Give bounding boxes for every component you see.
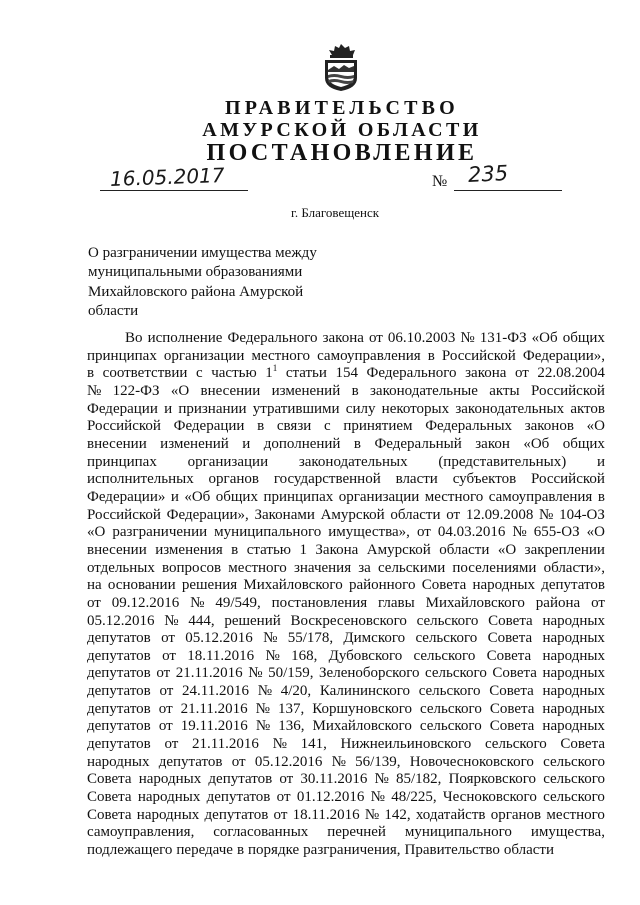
body-line: депутатов от 21.11.2016 № 50/159, Зеленоборского сельского Совета народных (87, 665, 605, 682)
body-line: внесении изменений и дополнений в Федеральный закон «Об общих (87, 435, 605, 452)
body-line: Федерации и признании утратившими силу некоторых законодательных актов (87, 400, 605, 417)
body-line: в соответствии с частью $1^1$ статьи 154 Федерального закона от 22.08.2004 (87, 363, 605, 382)
body-line: самоуправления, согласованных перечней муниципального имущества, (87, 824, 605, 841)
body-line: депутатов от 21.11.2016 № 141, Нижнеильиновского сельского Совета (87, 736, 605, 753)
body-line: депутатов от 21.11.2016 № 137, Коршуновского сельского Совета народных (87, 700, 605, 717)
region-title: АМУРСКОЙ ОБЛАСТИ (202, 119, 482, 141)
city-name: г. Благовещенск (290, 205, 380, 220)
body-line: депутатов от 19.11.2016 № 136, Михайловского сельского Совета народных (87, 718, 605, 735)
body-line: 05.12.2016 № 444, решений Воскресеновского сельского Совета народных (87, 612, 605, 629)
body-line: исполнительных органов государственной власти субъектов Российской (87, 471, 605, 488)
body-line: депутатов от 24.11.2016 № 4/20, Калининского сельского Совета народных (87, 683, 605, 700)
body-line: Российской Федерации в связи с принятием Федеральных законов «О (87, 418, 605, 435)
body-line: на основании решения Михайловского районного Совета народных депутатов (87, 577, 605, 594)
document-type-title: ПОСТАНОВЛЕНИЕ (206, 140, 478, 166)
body-line: Российской Федерации», Законами Амурской области от 12.09.2008 № 104-ОЗ (87, 506, 605, 523)
body-line: отдельных вопросов местного значения за сельскими поселениями области», (87, 559, 605, 576)
subject-line: муниципальными образованиями (88, 264, 303, 281)
body-line: Совета народных депутатов от 18.11.2016 № 142, ходатайств органов местного (87, 806, 605, 823)
handwritten-number: 235 (467, 160, 509, 188)
body-line: подлежащего передаче в порядке разграничения, Правительство области (87, 842, 555, 859)
body-line: депутатов от 18.11.2016 № 168, Дубовского сельского Совета народных (87, 647, 605, 664)
body-line: народных депутатов от 05.12.2016 № 56/139, Новочесноковского сельского (87, 753, 605, 770)
number-underline (454, 190, 562, 191)
date-underline (100, 190, 248, 191)
body-line: Совета народных депутатов от 30.11.2016 № 85/182, Поярковского сельского (87, 771, 605, 788)
number-label: № (432, 173, 448, 190)
body-line: внесении изменения в статью 1 Закона Амурской области «О закреплении (87, 541, 605, 558)
body-line: № 122-ФЗ «О внесении изменений в законодательные акты Российской (87, 382, 605, 399)
subject-line: области (88, 302, 139, 319)
body-line: депутатов от 05.12.2016 № 55/178, Димского сельского Совета народных (87, 630, 605, 647)
subject-line: О разграничении имущества между (88, 245, 317, 261)
body-line: Совета народных депутатов от 01.12.2016 № 48/225, Чесноковского сельского (87, 789, 605, 806)
coat-of-arms-icon (319, 42, 363, 92)
government-title: ПРАВИТЕЛЬСТВО (225, 97, 459, 119)
body-line: принципах организации местного самоуправления в Российской Федерации», (87, 347, 605, 364)
body-line: принципах организации законодательных (представительных) и (87, 453, 605, 470)
body-line: Во исполнение Федерального закона от 06.10.2003 № 131-ФЗ «Об общих (125, 330, 605, 346)
subject-line: Михайловского района Амурской (88, 283, 304, 300)
body-line: Федерации» и «Об общих принципах организации местного самоуправления в (87, 488, 605, 505)
handwritten-date: 16.05.2017 (109, 163, 225, 191)
body-line: от 09.12.2016 № 49/549, постановления главы Михайловского района от (87, 594, 605, 611)
subject-block (88, 244, 348, 321)
body-line: «О разграничении муниципального имущества», от 04.03.2016 № 655-ОЗ «О (87, 524, 605, 541)
body-paragraph (87, 330, 605, 860)
